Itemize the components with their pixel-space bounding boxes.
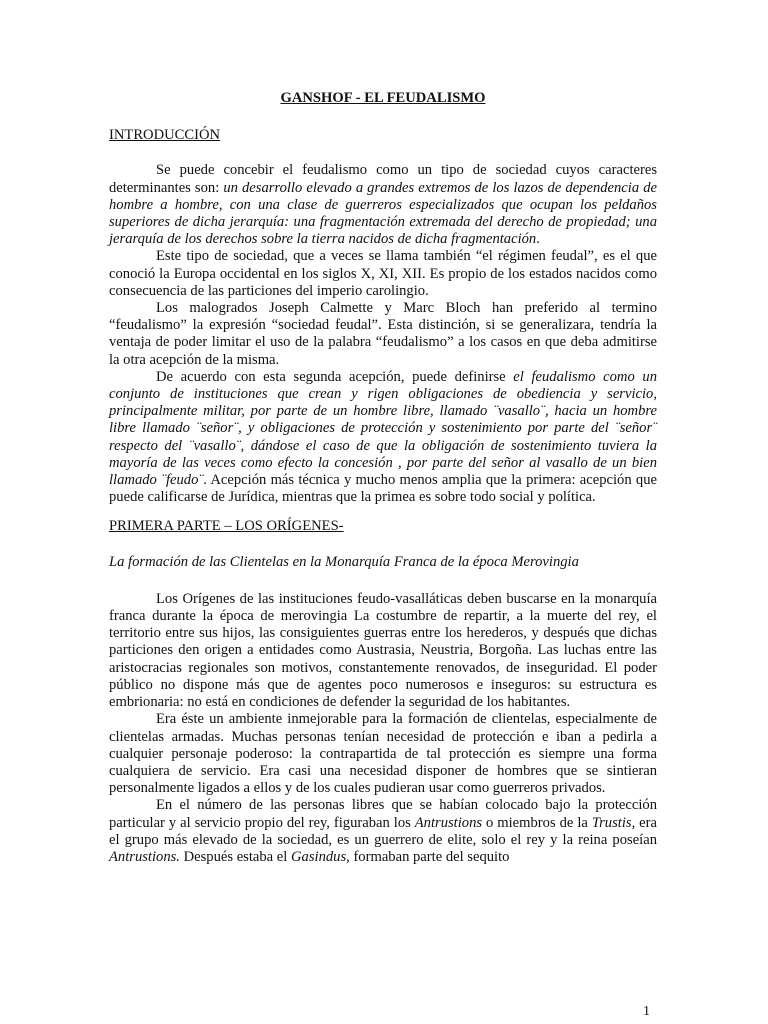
paragraph-1-text-a: Se puede concebir el feudalismo como un tipo de sociedad cuyos caracteres determinantes son: [109, 162, 657, 196]
paragraph-2: Este tipo de sociedad, que a veces se llama también “el régimen feudal”, es el que conoció la Europa occidental en los siglos X, XI, XII. Es propio de los estados nacidos como consecuencia de las particiones del imperio carolingio. [109, 248, 657, 299]
paragraph-7-term-trustis: Trustis, [591, 814, 636, 831]
paragraph-7-text-e: era el grupo más elevado de la sociedad, es un guerrero de elite, solo el rey y la reina poseían [109, 814, 657, 848]
paragraph-7-text-i: formaban parte del sequito [349, 848, 510, 865]
paragraph-4-text-a: De acuerdo con esta segunda acepción, puede definirse [156, 368, 514, 385]
paragraph-1-emphasis: un desarrollo elevado a grandes extremos de los lazos de dependencia de hombre a hombre, con una clase de guerreros especializados que ocupan los peldaños superiores de dicha jerarquía: una fragmentación extremada del derecho de propiedad; una jerarquía de los derechos sobre la tierra nacidos de dicha fragmentación [109, 179, 657, 248]
paragraph-6: Era éste un ambiente inmejorable para la formación de clientelas, especialmente de clientelas armadas. Muchas personas tenían necesidad de protección e iban a pedirla a cualquier personaje poderoso: la contrapartida de tal protección es siempre una forma cualquiera de servicio. Era casi una necesidad disponer de hombres que se sintieran personalmente ligados a ellos y de los cuales pudieran usar como guerreros privados. [109, 711, 657, 797]
paragraph-1 [109, 162, 657, 248]
paragraph-4-emphasis: el feudalismo como un conjunto de instituciones que crean y rigen obligaciones de obediencia y servicio, principalmente militar, por parte de un hombre libre, llamado ¨vasallo¨, hacia un hombre libre llamado ¨señor¨, y obligaciones de protección y sostenimiento por parte del ¨señor¨ respecto del ¨vasallo¨, dándose el caso de que la obligación de sostenimiento tuviera la mayoría de las veces como efecto la concesión , por parte del señor al vasallo de un bien llamado ¨feudo¨ [109, 368, 657, 489]
paragraph-4 [109, 369, 657, 507]
paragraph-7-term-antrustions: Antrustions [414, 814, 483, 831]
document-title: GANSHOF - EL FEUDALISMO [280, 90, 486, 106]
page-number: 1 [643, 1004, 650, 1019]
paragraph-4-text-c: . Acepción más técnica y mucho menos amplia que la primera: acepción que puede calificarse de Jurídica, mientras que la primea es sobre todo social y política. [109, 472, 657, 506]
paragraph-5: Los Orígenes de las instituciones feudo-vasalláticas deben buscarse en la monarquía franca durante la época de merovingia La costumbre de repartir, a la muerte del rey, el territorio entre sus hijos, las consiguientes guerras entre los herederos, y después que dichas particiones den origen a entidades como Austrasia, Neustria, Borgoña. Las luchas entre las aristocracias regionales son motivos, constantemente renovados, de inseguridad. El poder público no dispone más que de agentes poco numerosos e inseguros: su estructura es embrionaria: no está en condiciones de defender la seguridad de los habitantes. [109, 590, 657, 711]
paragraph-7-term-antrustions-2: Antrustions. [109, 848, 180, 865]
intro-heading: INTRODUCCIÓN [109, 127, 221, 144]
paragraph-7-text-g: Después estaba el [179, 848, 291, 865]
spacer [109, 506, 657, 518]
paragraph-3: Los malogrados Joseph Calmette y Marc Bloch han preferido al termino “feudalismo” la expresión “sociedad feudal”. Esta distinción, si se generalizara, tendría la ventaja de poder limitar el uso de la palabra “feudalismo” a los casos en que deba admitirse la otra acepción de la misma. [109, 300, 657, 368]
part1-subheading: La formación de las Clientelas en la Monarquía Franca de la época Merovingia [109, 553, 579, 570]
paragraph-7-text-c: o miembros de la [482, 814, 592, 831]
part1-heading: PRIMERA PARTE – LOS ORÍGENES- [109, 518, 344, 535]
paragraph-7-text-a: En el número de las personas libres que se habían colocado bajo la protección particular y al servicio propio del rey, figuraban los [109, 797, 657, 831]
paragraph-7-term-gasindus: Gasindus, [291, 848, 350, 865]
paragraph-1-text-c: . [536, 231, 540, 248]
paragraph-7 [109, 797, 657, 866]
